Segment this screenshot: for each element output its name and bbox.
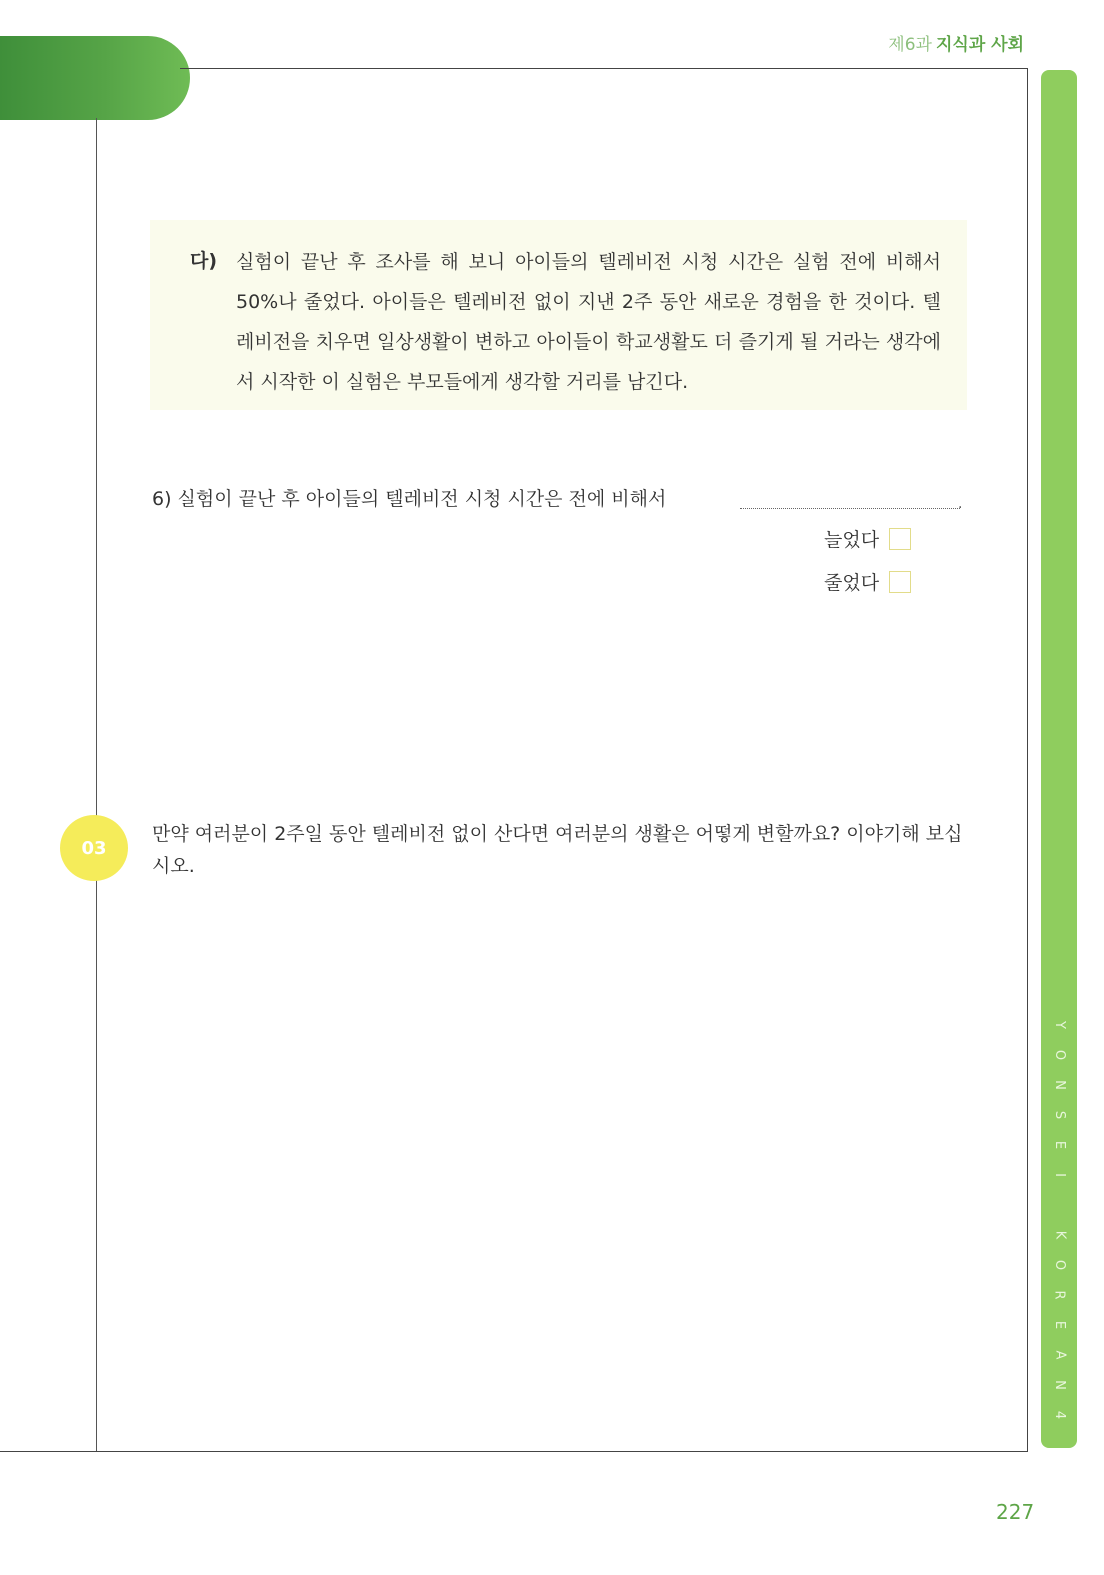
side-letter: I [1052, 1173, 1067, 1177]
side-letter: Y [1051, 1021, 1067, 1029]
side-letter: E [1052, 1320, 1067, 1330]
side-letter: N [1051, 1080, 1067, 1090]
side-letter: S [1051, 1110, 1067, 1120]
page-number: 227 [996, 1500, 1035, 1524]
section-number-badge: 03 [60, 815, 128, 881]
chapter-number: 제6과 [888, 35, 932, 55]
option-increased[interactable] [824, 525, 911, 552]
option-label: 줄었다 [824, 572, 880, 594]
question-6-end-mark: . [958, 496, 963, 512]
side-letter: 4 [1052, 1410, 1067, 1420]
chapter-tab-decoration [0, 36, 190, 120]
side-letter: R [1051, 1290, 1067, 1300]
side-letter: A [1052, 1350, 1067, 1360]
question-6-text: 6) 실험이 끝난 후 아이들의 텔레비전 시청 시간은 전에 비해서 [152, 488, 667, 510]
side-letter: O [1051, 1259, 1067, 1271]
chapter-header [888, 30, 1024, 55]
checkbox-decreased[interactable] [889, 571, 911, 593]
right-margin-rule [1027, 68, 1028, 1452]
side-letter: O [1051, 1049, 1067, 1061]
side-band-text [1041, 1010, 1077, 1430]
answer-blank[interactable] [740, 508, 960, 509]
side-letter: K [1052, 1230, 1067, 1240]
option-decreased[interactable] [824, 568, 911, 595]
left-margin-rule [96, 118, 97, 1452]
passage-text: 실험이 끝난 후 조사를 해 보니 아이들의 텔레비전 시청 시간은 실험 전에 비해서 50%나 줄었다. 아이들은 텔레비전 없이 지낸 2주 동안 새로운 경험을 한 것이다. 텔레비전을 치우면 일상생활이 변하고 아이들이 학교생활도 더 즐기게 될 거라는 생각에서 시작한 이 실험은 부모들에게 생각할 거리를 남긴다. [236, 251, 941, 393]
discussion-prompt: 만약 여러분이 2주일 동안 텔레비전 없이 산다면 여러분의 생활은 어떻게 변할까요? 이야기해 보십시오. [152, 823, 963, 877]
passage-label: 다) [190, 250, 218, 272]
chapter-title: 지식과 사회 [935, 35, 1024, 55]
side-letter: N [1051, 1380, 1067, 1390]
checkbox-increased[interactable] [889, 528, 911, 550]
footer-rule [0, 1451, 1028, 1452]
header-rule [180, 68, 1028, 69]
side-letter: E [1052, 1140, 1067, 1150]
option-label: 늘었다 [824, 529, 880, 551]
